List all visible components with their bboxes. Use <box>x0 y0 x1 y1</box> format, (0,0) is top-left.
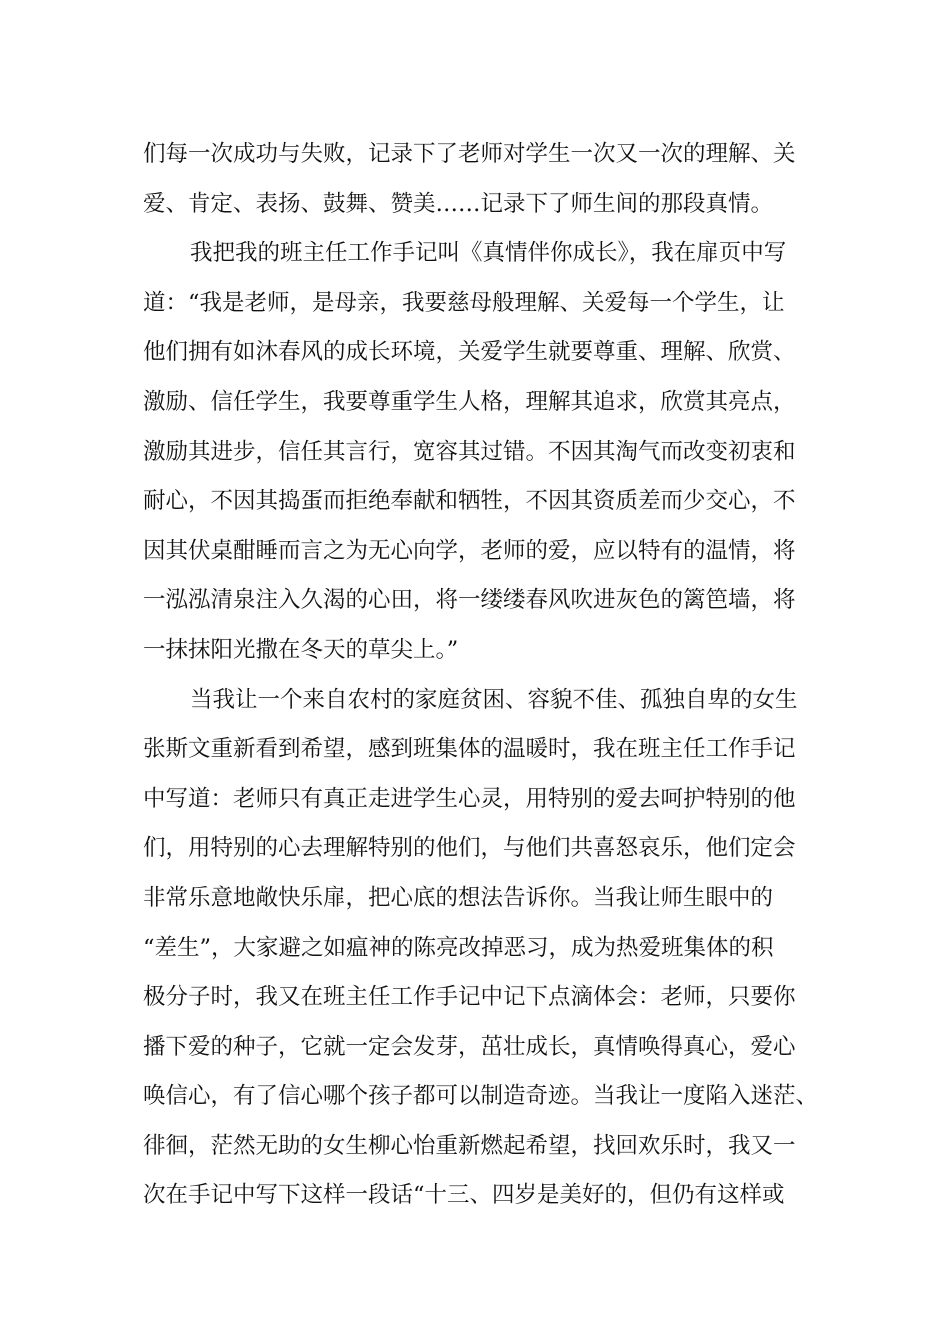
paragraph-start-line: 我把我的班主任工作手记叫《真情伴你成长》，我在扉页中写 <box>190 240 787 267</box>
text-line: 们，用特别的心去理解特别的他们，与他们共喜怒哀乐，他们定会 <box>143 835 796 862</box>
text-line: “差生”，大家避之如瘟神的陈亮改掉恶习，成为热爱班集体的积 <box>143 934 774 961</box>
text-line: 耐心，不因其捣蛋而拒绝奉献和牺牲，不因其资质差而少交心，不 <box>143 488 796 515</box>
text-line: 中写道：老师只有真正走进学生心灵，用特别的爱去呵护特别的他 <box>143 785 796 812</box>
text-line: 因其伏桌酣睡而言之为无心向学，老师的爱，应以特有的温情，将 <box>143 537 796 564</box>
body-text <box>143 130 819 1221</box>
text-line: 徘徊，茫然无助的女生柳心怡重新燃起希望，找回欢乐时，我又一 <box>143 1132 796 1159</box>
text-line: 非常乐意地敞快乐扉，把心底的想法告诉你。当我让师生眼中的 <box>143 884 774 911</box>
paragraph-start-line: 当我让一个来自农村的家庭贫困、容貌不佳、孤独自卑的女生 <box>190 686 798 713</box>
text-line: 道：“我是老师，是母亲，我要慈母般理解、关爱每一个学生，让 <box>143 289 785 316</box>
text-line: 激励、信任学生，我要尊重学生人格，理解其追求，欣赏其亮点， <box>143 388 796 415</box>
text-line: 唤信心，有了信心哪个孩子都可以制造奇迹。当我让一度陷入迷茫、 <box>143 1083 819 1110</box>
text-line: 次在手记中写下这样一段话“十三、四岁是美好的，但仍有这样或 <box>143 1182 785 1209</box>
text-line: 播下爱的种子，它就一定会发芽，茁壮成长，真情唤得真心，爱心 <box>143 1033 796 1060</box>
text-line: 激励其进步，信任其言行，宽容其过错。不因其淘气而改变初衷和 <box>143 438 796 465</box>
text-line: 极分子时，我又在班主任工作手记中记下点滴体会：老师，只要你 <box>143 984 796 1011</box>
text-line: 一泓泓清泉注入久渴的心田，将一缕缕春风吹进灰色的篱笆墙，将 <box>143 587 796 614</box>
text-line: 爱、肯定、表扬、鼓舞、赞美……记录下了师生间的那段真情。 <box>143 190 774 217</box>
text-line: 他们拥有如沐春风的成长环境，关爱学生就要尊重、理解、欣赏、 <box>143 339 796 366</box>
text-line: 张斯文重新看到希望，感到班集体的温暖时，我在班主任工作手记 <box>143 736 796 763</box>
text-line: 一抹抹阳光撒在冬天的草尖上。” <box>143 636 459 663</box>
text-line: 们每一次成功与失败，记录下了老师对学生一次又一次的理解、关 <box>143 141 796 167</box>
